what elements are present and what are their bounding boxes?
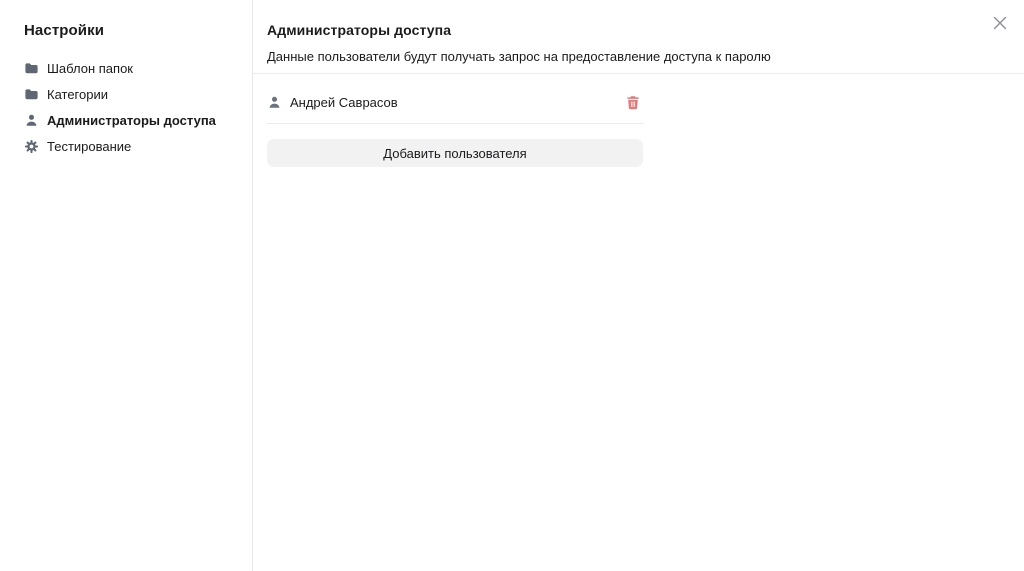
admins-list-section	[253, 74, 644, 167]
sidebar-item-access-admins[interactable]	[24, 107, 236, 133]
folder-icon	[24, 87, 39, 102]
add-user-button[interactable]: Добавить пользователя	[267, 139, 643, 167]
sidebar-item-folder-template[interactable]	[24, 55, 236, 81]
sidebar-nav	[24, 55, 236, 159]
page-subtitle: Данные пользователи будут получать запрос на предоставление доступа к паролю	[267, 49, 771, 64]
sidebar-item-testing[interactable]	[24, 133, 236, 159]
person-icon	[267, 95, 282, 110]
folder-icon	[24, 61, 39, 76]
main-header	[253, 0, 1024, 74]
sidebar-item-label: Шаблон папок	[47, 60, 133, 76]
settings-sidebar	[0, 0, 253, 571]
admin-user-name: Андрей Саврасов	[290, 95, 398, 110]
person-icon	[24, 113, 39, 128]
admin-user-row	[267, 74, 644, 124]
delete-user-button[interactable]	[626, 95, 640, 110]
close-icon[interactable]	[992, 15, 1008, 31]
sidebar-item-label: Категории	[47, 86, 108, 102]
sidebar-title: Настройки	[24, 22, 105, 39]
main-panel	[253, 0, 1024, 571]
gear-icon	[24, 139, 39, 154]
sidebar-item-categories[interactable]	[24, 81, 236, 107]
page-title: Администраторы доступа	[267, 22, 452, 38]
sidebar-item-label: Администраторы доступа	[47, 112, 216, 128]
sidebar-item-label: Тестирование	[47, 138, 132, 154]
